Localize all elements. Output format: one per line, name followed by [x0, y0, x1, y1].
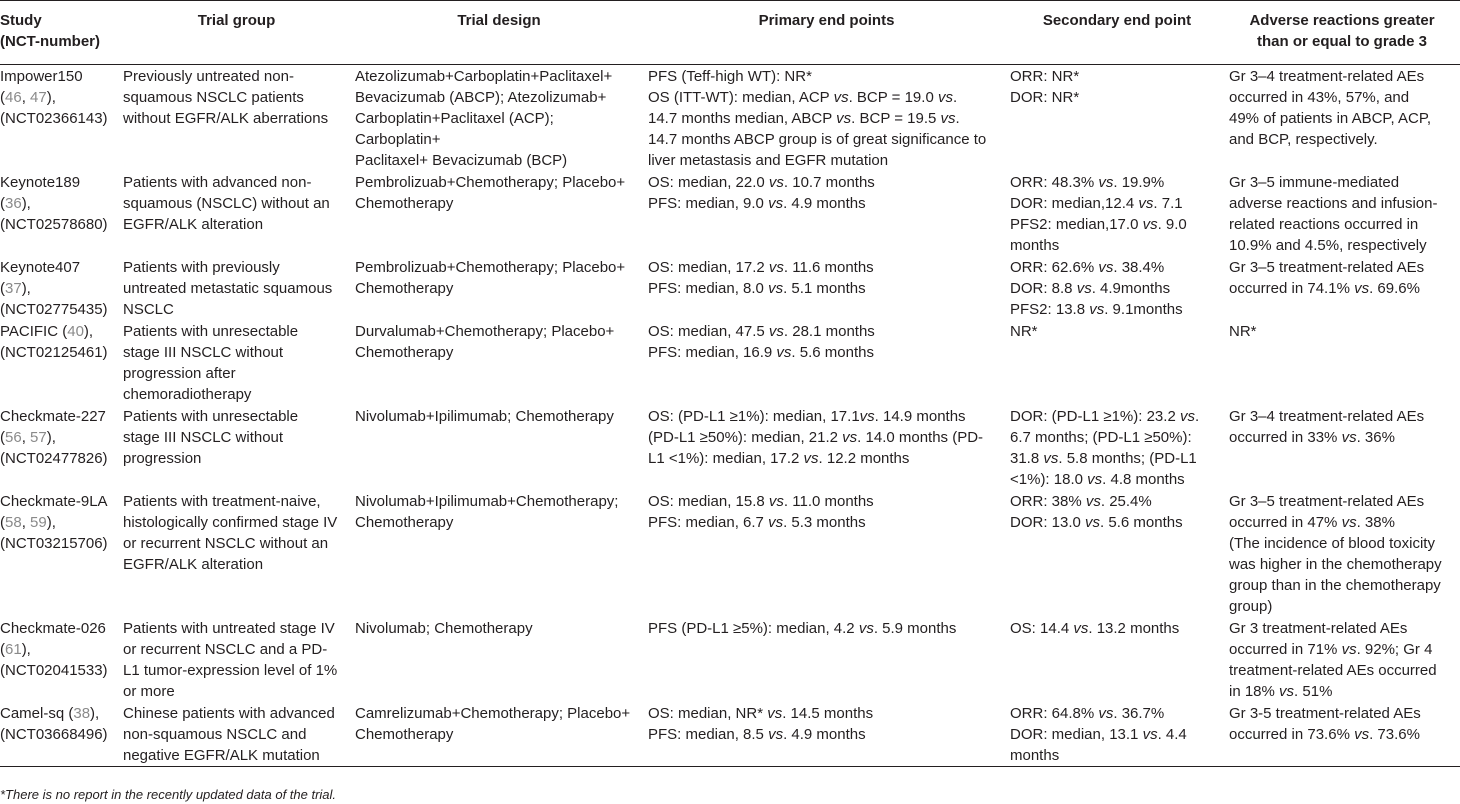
cell-text: PFS (PD-L1 ≥5%): median, 4.2: [648, 620, 859, 637]
cell-text: ORR: 64.8%: [1010, 705, 1099, 722]
cell-study: [0, 320, 123, 405]
cell-text: OS: median, 17.2: [648, 259, 769, 276]
cell-text: (: [0, 641, 5, 658]
cell-text: . 12.2 months: [818, 450, 910, 467]
cell-text: ),: [21, 641, 31, 658]
cell-text: Patients with unresectable: [123, 323, 299, 340]
cell-text: Gr 3–5 treatment-related AEs: [1229, 259, 1425, 276]
cell-primary: [648, 65, 1010, 172]
cell-text: . 11.6 months: [783, 259, 874, 276]
cell-adverse: [1229, 171, 1460, 256]
cell-text: Checkmate-9LA: [0, 493, 108, 510]
italic-vs: vs: [1085, 514, 1101, 531]
header-adverse-reactions: [1229, 1, 1460, 65]
cell-text: . 14.0 months (PD-: [857, 429, 984, 446]
cell-text: DOR: (PD-L1 ≥1%): 23.2: [1010, 408, 1180, 425]
reference-number: 61: [5, 641, 22, 658]
header-study-line1: Study: [0, 12, 42, 29]
header-trial-design: Trial design: [457, 12, 541, 29]
cell-text: months: [1010, 237, 1060, 254]
cell-text: NR*: [1229, 323, 1257, 340]
cell-text: Patients with treatment-naive,: [123, 493, 321, 510]
italic-vs: vs: [1098, 705, 1114, 722]
cell-adverse: [1229, 320, 1460, 405]
cell-text: 14.7 months median, ABCP: [648, 110, 837, 127]
italic-vs: vs: [1354, 280, 1370, 297]
cell-secondary: [1010, 320, 1229, 405]
reference-number: 47: [30, 89, 47, 106]
cell-text: (NCT02775435): [0, 301, 108, 318]
cell-adverse: [1229, 405, 1460, 490]
cell-primary: [648, 256, 1010, 320]
cell-text: (NCT02041533): [0, 662, 108, 679]
cell-text: Bevacizumab (ABCP); Atezolizumab+: [355, 89, 607, 106]
italic-vs: vs: [1087, 471, 1103, 488]
italic-vs: vs: [768, 259, 784, 276]
cell-primary: [648, 320, 1010, 405]
cell-text: NR*: [1010, 323, 1038, 340]
italic-vs: vs: [858, 620, 874, 637]
cell-text: . 5.8 months; (PD-L1: [1058, 450, 1197, 467]
cell-adverse: [1229, 617, 1460, 702]
cell-primary: [648, 617, 1010, 702]
table-row: [0, 702, 1460, 767]
cell-text: DOR: median,12.4: [1010, 195, 1139, 212]
italic-vs: vs: [1076, 280, 1092, 297]
cell-text: . 14.5 months: [782, 705, 874, 722]
cell-text: Chemotherapy: [355, 726, 454, 743]
cell-text: Gr 3–5 immune-mediated: [1229, 174, 1400, 191]
cell-text: . 73.6%: [1369, 726, 1420, 743]
header-secondary-end-point: Secondary end point: [1042, 12, 1192, 29]
header-study-line2: (NCT-number): [0, 33, 100, 50]
cell-text: . 36.7%: [1113, 705, 1165, 722]
italic-vs: vs: [1341, 641, 1357, 658]
cell-primary: [648, 405, 1010, 490]
cell-design: [355, 702, 648, 767]
italic-vs: vs: [1098, 174, 1114, 191]
cell-text: .: [1194, 408, 1200, 425]
cell-text: Camel-sq (: [0, 705, 74, 722]
cell-study: [0, 405, 123, 490]
table-row: [0, 405, 1460, 490]
cell-study: [0, 65, 123, 172]
cell-text: PFS: median, 8.0: [648, 280, 769, 297]
cell-text: . 51%: [1294, 683, 1333, 700]
cell-text: . 4.9months: [1091, 280, 1171, 297]
cell-text: Checkmate-227: [0, 408, 106, 425]
table-row: [0, 65, 1460, 172]
cell-secondary: [1010, 171, 1229, 256]
cell-text: Chemotherapy: [355, 195, 454, 212]
cell-text: . 4.9 months: [783, 195, 866, 212]
cell-text: Patients with untreated stage IV: [123, 620, 335, 637]
cell-group: [123, 65, 355, 172]
cell-adverse: [1229, 65, 1460, 172]
cell-text: (NCT03215706): [0, 535, 108, 552]
cell-text: DOR: 8.8: [1010, 280, 1077, 297]
cell-text: stage III NSCLC without: [123, 429, 284, 446]
cell-text: ),: [21, 195, 31, 212]
reference-number: 46: [5, 89, 22, 106]
italic-vs: vs: [859, 408, 875, 425]
cell-text: ),: [46, 514, 56, 531]
italic-vs: vs: [1341, 429, 1357, 446]
cell-text: histologically confirmed stage IV: [123, 514, 338, 531]
cell-text: squamous (NSCLC) without an: [123, 195, 330, 212]
reference-number: 58: [5, 514, 22, 531]
cell-text: negative EGFR/ALK mutation: [123, 747, 320, 764]
reference-number: 37: [5, 280, 22, 297]
cell-design: [355, 490, 648, 617]
cell-text: ),: [46, 429, 56, 446]
table-row: [0, 171, 1460, 256]
cell-text: ORR: NR*: [1010, 68, 1080, 85]
italic-vs: vs: [1142, 216, 1158, 233]
cell-text: ,: [21, 89, 31, 106]
cell-text: Patients with previously: [123, 259, 280, 276]
cell-text: OS: median, 22.0: [648, 174, 769, 191]
cell-text: occurred in 33%: [1229, 429, 1342, 446]
cell-text: . 5.6 months: [791, 344, 874, 361]
cell-primary: [648, 171, 1010, 256]
reference-number: 57: [30, 429, 47, 446]
cell-text: OS: median, 47.5: [648, 323, 769, 340]
cell-text: occurred in 47%: [1229, 514, 1342, 531]
header-primary-end-points: Primary end points: [758, 12, 895, 29]
cell-text: group): [1229, 598, 1273, 615]
cell-secondary: [1010, 617, 1229, 702]
italic-vs: vs: [1354, 726, 1370, 743]
cell-text: or recurrent NSCLC and a PD-: [123, 641, 328, 658]
table-row: [0, 256, 1460, 320]
cell-text: . 4.8 months: [1102, 471, 1185, 488]
cell-text: Atezolizumab+Carboplatin+Paclitaxel+: [355, 68, 613, 85]
cell-text: 10.9% and 4.5%, respectively: [1229, 237, 1427, 254]
cell-text: . 13.2 months: [1088, 620, 1180, 637]
cell-text: OS: median, NR*: [648, 705, 768, 722]
cell-text: treatment-related AEs occurred: [1229, 662, 1437, 679]
cell-text: . 4.4: [1157, 726, 1187, 743]
cell-text: occurred in 43%, 57%, and: [1229, 89, 1410, 106]
cell-text: untreated metastatic squamous: [123, 280, 333, 297]
cell-text: ),: [90, 705, 100, 722]
italic-vs: vs: [1089, 301, 1105, 318]
cell-text: Patients with advanced non-: [123, 174, 312, 191]
cell-text: <1%): 18.0: [1010, 471, 1088, 488]
cell-text: and BCP, respectively.: [1229, 131, 1378, 148]
cell-text: . 5.1 months: [783, 280, 866, 297]
cell-text: PFS2: median,17.0: [1010, 216, 1143, 233]
italic-vs: vs: [776, 344, 792, 361]
reference-number: 36: [5, 195, 22, 212]
cell-text: OS: (PD-L1 ≥1%): median, 17.1: [648, 408, 860, 425]
cell-text: ),: [46, 89, 56, 106]
cell-design: [355, 617, 648, 702]
table-row: [0, 490, 1460, 617]
cell-group: [123, 256, 355, 320]
italic-vs: vs: [767, 705, 783, 722]
cell-text: (NCT02578680): [0, 216, 108, 233]
cell-study: [0, 617, 123, 702]
table-body: [0, 65, 1460, 767]
cell-text: DOR: median, 13.1: [1010, 726, 1143, 743]
reference-number: 38: [73, 705, 91, 722]
cell-text: PFS (Teff-high WT): NR*: [648, 68, 812, 85]
cell-text: Nivolumab+Ipilimumab; Chemotherapy: [355, 408, 614, 425]
italic-vs: vs: [1142, 726, 1158, 743]
cell-group: [123, 490, 355, 617]
cell-design: [355, 171, 648, 256]
cell-primary: [648, 702, 1010, 767]
cell-text: . 69.6%: [1369, 280, 1420, 297]
cell-text: ORR: 62.6%: [1010, 259, 1099, 276]
italic-vs: vs: [768, 280, 784, 297]
cell-text: non-squamous NSCLC and: [123, 726, 307, 743]
cell-text: NSCLC: [123, 301, 174, 318]
italic-vs: vs: [768, 726, 784, 743]
cell-group: [123, 171, 355, 256]
reference-number: 59: [30, 514, 47, 531]
cell-secondary: [1010, 490, 1229, 617]
italic-vs: vs: [1341, 514, 1357, 531]
cell-text: stage III NSCLC without: [123, 344, 284, 361]
cell-text: Camrelizumab+Chemotherapy; Placebo+: [355, 705, 631, 722]
cell-text: Pembrolizuab+Chemotherapy; Placebo+: [355, 259, 626, 276]
cell-text: ORR: 38%: [1010, 493, 1086, 510]
italic-vs: vs: [768, 174, 784, 191]
cell-text: . BCP = 19.0: [848, 89, 938, 106]
header-row: [0, 1, 1460, 65]
italic-vs: vs: [836, 110, 852, 127]
cell-text: . 5.3 months: [783, 514, 866, 531]
cell-text: Carboplatin+Paclitaxel (ACP); Carboplatin+: [355, 110, 554, 148]
table-footnote: *There is no report in the recently updated data of the trial.: [0, 787, 337, 802]
cell-text: Chemotherapy: [355, 280, 454, 297]
cell-text: (: [0, 195, 5, 212]
cell-study: [0, 171, 123, 256]
italic-vs: vs: [940, 110, 956, 127]
cell-text: . 4.9 months: [783, 726, 866, 743]
cell-text: .: [952, 89, 958, 106]
cell-study: [0, 702, 123, 767]
cell-text: adverse reactions and infusion-: [1229, 195, 1438, 212]
italic-vs: vs: [1043, 450, 1059, 467]
cell-text: (The incidence of blood toxicity: [1229, 535, 1435, 552]
cell-text: (: [0, 429, 5, 446]
cell-text: . 14.9 months: [874, 408, 966, 425]
cell-design: [355, 320, 648, 405]
cell-text: EGFR/ALK alteration: [123, 216, 264, 233]
cell-secondary: [1010, 256, 1229, 320]
cell-text: PFS: median, 9.0: [648, 195, 769, 212]
cell-text: PFS: median, 8.5: [648, 726, 769, 743]
italic-vs: vs: [768, 323, 784, 340]
cell-group: [123, 320, 355, 405]
italic-vs: vs: [1085, 493, 1101, 510]
cell-text: PFS: median, 16.9: [648, 344, 777, 361]
cell-text: L1 <1%): median, 17.2: [648, 450, 804, 467]
cell-design: [355, 405, 648, 490]
cell-text: DOR: 13.0: [1010, 514, 1086, 531]
cell-text: Pembrolizuab+Chemotherapy; Placebo+: [355, 174, 626, 191]
cell-text: OS (ITT-WT): median, ACP: [648, 89, 834, 106]
cell-text: Nivolumab+Ipilimumab+Chemotherapy;: [355, 493, 619, 510]
cell-text: progression after: [123, 365, 236, 382]
cell-text: Gr 3–4 treatment-related AEs: [1229, 408, 1425, 425]
cell-text: PFS: median, 6.7: [648, 514, 769, 531]
cell-text: Gr 3–4 treatment-related AEs: [1229, 68, 1425, 85]
cell-text: was higher in the chemotherapy: [1229, 556, 1442, 573]
italic-vs: vs: [1179, 408, 1195, 425]
italic-vs: vs: [1138, 195, 1154, 212]
cell-text: (NCT03668496): [0, 726, 108, 743]
cell-text: 31.8: [1010, 450, 1044, 467]
cell-text: related reactions occurred in: [1229, 216, 1419, 233]
cell-text: OS: 14.4: [1010, 620, 1074, 637]
cell-text: progression: [123, 450, 202, 467]
header-study: [0, 1, 123, 65]
italic-vs: vs: [1073, 620, 1089, 637]
cell-text: squamous NSCLC patients: [123, 89, 304, 106]
cell-text: (NCT02477826): [0, 450, 108, 467]
cell-text: PFS2: 13.8: [1010, 301, 1090, 318]
cell-text: . 5.9 months: [873, 620, 957, 637]
cell-text: ,: [21, 429, 31, 446]
cell-text: DOR: NR*: [1010, 89, 1080, 106]
cell-group: [123, 617, 355, 702]
cell-text: Previously untreated non-: [123, 68, 294, 85]
cell-text: . 38%: [1356, 514, 1395, 531]
cell-text: or recurrent NSCLC without an: [123, 535, 329, 552]
cell-text: Keynote189: [0, 174, 81, 191]
cell-text: . 7.1: [1153, 195, 1183, 212]
italic-vs: vs: [937, 89, 953, 106]
cell-text: group than in the chemotherapy: [1229, 577, 1441, 594]
cell-text: Chemotherapy: [355, 344, 454, 361]
cell-study: [0, 256, 123, 320]
cell-text: 6.7 months; (PD-L1 ≥50%):: [1010, 429, 1192, 446]
cell-text: ORR: 48.3%: [1010, 174, 1099, 191]
cell-text: (: [0, 280, 5, 297]
reference-number: 40: [67, 323, 84, 340]
cell-text: or more: [123, 683, 175, 700]
cell-text: (: [0, 514, 5, 531]
cell-text: OS: median, 15.8: [648, 493, 769, 510]
cell-text: occurred in 71%: [1229, 641, 1342, 658]
cell-text: in 18%: [1229, 683, 1280, 700]
cell-group: [123, 405, 355, 490]
header-trial-group: Trial group: [197, 12, 276, 29]
reference-number: 56: [5, 429, 22, 446]
cell-text: Gr 3–5 treatment-related AEs: [1229, 493, 1425, 510]
italic-vs: vs: [833, 89, 849, 106]
cell-adverse: [1229, 256, 1460, 320]
cell-text: (NCT02125461): [0, 344, 108, 361]
cell-text: . 5.6 months: [1100, 514, 1183, 531]
cell-text: ),: [21, 280, 31, 297]
cell-text: . 9.1months: [1104, 301, 1183, 318]
cell-text: L1 tumor-expression level of 1%: [123, 662, 338, 679]
cell-text: (: [0, 89, 5, 106]
cell-text: chemoradiotherapy: [123, 386, 252, 403]
cell-text: Nivolumab; Chemotherapy: [355, 620, 533, 637]
cell-text: ,: [21, 514, 31, 531]
cell-text: months: [1010, 747, 1060, 764]
cell-text: 49% of patients in ABCP, ACP,: [1229, 110, 1432, 127]
cell-text: Patients with unresectable: [123, 408, 299, 425]
cell-text: Gr 3 treatment-related AEs: [1229, 620, 1408, 637]
cell-text: . 10.7 months: [783, 174, 875, 191]
cell-text: without EGFR/ALK aberrations: [123, 110, 329, 127]
table-row: [0, 320, 1460, 405]
cell-text: (NCT02366143): [0, 110, 108, 127]
header-adverse-line2: than or equal to grade 3: [1256, 33, 1428, 50]
cell-text: . 92%; Gr 4: [1356, 641, 1433, 658]
italic-vs: vs: [768, 195, 784, 212]
cell-adverse: [1229, 490, 1460, 617]
cell-text: Impower150: [0, 68, 83, 85]
cell-text: . BCP = 19.5: [851, 110, 941, 127]
cell-text: occurred in 73.6%: [1229, 726, 1355, 743]
cell-text: PACIFIC (: [0, 323, 68, 340]
cell-text: . 28.1 months: [783, 323, 875, 340]
cell-text: Gr 3-5 treatment-related AEs: [1229, 705, 1421, 722]
italic-vs: vs: [1279, 683, 1295, 700]
cell-design: [355, 256, 648, 320]
cell-text: occurred in 74.1%: [1229, 280, 1355, 297]
italic-vs: vs: [768, 514, 784, 531]
cell-adverse: [1229, 702, 1460, 767]
cell-text: liver metastasis and EGFR mutation: [648, 152, 889, 169]
italic-vs: vs: [768, 493, 784, 510]
cell-text: . 25.4%: [1100, 493, 1152, 510]
cell-group: [123, 702, 355, 767]
italic-vs: vs: [1098, 259, 1114, 276]
cell-text: Chinese patients with advanced: [123, 705, 335, 722]
cell-text: EGFR/ALK alteration: [123, 556, 264, 573]
cell-text: Checkmate-026: [0, 620, 106, 637]
cell-secondary: [1010, 702, 1229, 767]
cell-text: . 36%: [1356, 429, 1395, 446]
cell-text: Chemotherapy: [355, 514, 454, 531]
cell-text: . 9.0: [1157, 216, 1187, 233]
cell-text: Keynote407: [0, 259, 81, 276]
cell-design: [355, 65, 648, 172]
cell-study: [0, 490, 123, 617]
table-row: [0, 617, 1460, 702]
cell-secondary: [1010, 405, 1229, 490]
cell-text: . 11.0 months: [783, 493, 874, 510]
cell-text: (PD-L1 ≥50%): median, 21.2: [648, 429, 843, 446]
cell-text: . 19.9%: [1113, 174, 1165, 191]
italic-vs: vs: [842, 429, 858, 446]
cell-text: .: [955, 110, 960, 127]
cell-text: . 38.4%: [1113, 259, 1165, 276]
header-adverse-line1: Adverse reactions greater: [1249, 12, 1435, 29]
cell-text: 14.7 months ABCP group is of great significance to: [648, 131, 987, 148]
cell-primary: [648, 490, 1010, 617]
cell-text: Paclitaxel+ Bevacizumab (BCP): [355, 152, 568, 169]
cell-text: Durvalumab+Chemotherapy; Placebo+: [355, 323, 615, 340]
cell-text: ),: [83, 323, 94, 340]
italic-vs: vs: [803, 450, 819, 467]
cell-secondary: [1010, 65, 1229, 172]
